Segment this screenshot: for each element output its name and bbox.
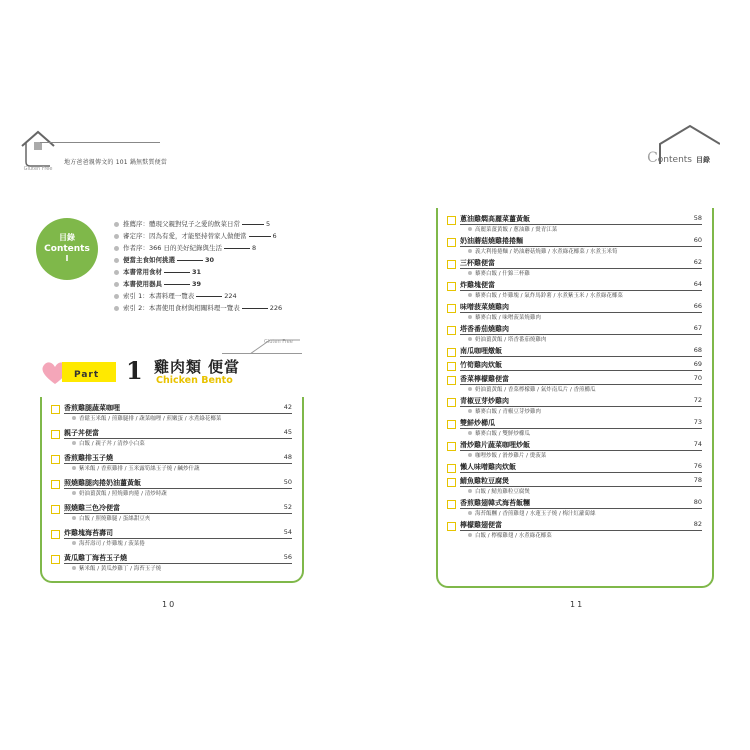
recipe-title: 奶油蘑菇燒雞捲捲麵 — [460, 237, 523, 245]
recipe-title: 滑炒雞片蔬菜咖哩炒飯 — [460, 441, 530, 449]
recipe-item[interactable] — [438, 496, 712, 518]
bullet-dot-icon — [114, 234, 119, 239]
gluten-free-label: Gluten Free — [23, 166, 53, 172]
recipe-title: 照燒雞腿肉捲奶油薑黃飯 — [64, 479, 141, 487]
recipe-item[interactable] — [42, 401, 302, 426]
intro-item-page: 226 — [269, 304, 283, 312]
intro-item-text: 作者序：366 日的美好紀錄與生活 — [123, 244, 222, 252]
recipe-title: 蔥油雞燜高麗菜薑黃飯 — [460, 215, 530, 223]
intro-item-page: 5 — [266, 220, 271, 228]
recipe-checkbox-icon[interactable] — [447, 282, 456, 291]
recipe-page: 54 — [283, 528, 292, 536]
part-label: Part — [74, 370, 100, 380]
recipe-sub-text: 白飯 / 照燒雞腿 / 蛋絲甜豆夾 — [79, 516, 151, 522]
intro-item[interactable] — [114, 290, 314, 302]
recipe-sub — [468, 269, 530, 277]
header-rule-left — [40, 142, 160, 143]
intro-item-page: 8 — [251, 244, 257, 252]
part-label-bar — [62, 362, 116, 382]
recipe-checkbox-icon[interactable] — [447, 398, 456, 407]
recipe-sub — [72, 564, 161, 572]
recipe-page: 58 — [693, 214, 702, 222]
recipe-sub-text: 海苔壽司 / 炸雞塊 / 菠菜捲 — [79, 541, 145, 547]
recipe-item[interactable] — [438, 212, 712, 234]
recipe-item[interactable] — [42, 426, 302, 451]
intro-item[interactable] — [114, 218, 314, 230]
recipe-sub — [468, 531, 552, 539]
recipe-sub-text: 藜麥白飯 / 什錦三杯雞 — [475, 271, 530, 277]
contents-heading — [647, 150, 710, 166]
toc-badge-line1: 目錄 — [59, 233, 75, 242]
bullet-dot-icon — [468, 511, 472, 515]
bullet-dot-icon — [468, 271, 472, 275]
recipe-page: 48 — [283, 453, 292, 461]
recipe-item[interactable] — [438, 474, 712, 496]
intro-item[interactable] — [114, 230, 314, 242]
bullet-dot-icon — [72, 466, 76, 470]
page-number-left: 10 — [162, 600, 177, 609]
recipe-sub — [72, 414, 221, 422]
recipe-sub-text: 藜麥白飯 / 雙鮮炒櫛瓜 — [475, 431, 530, 437]
intro-item-page: 30 — [205, 256, 215, 264]
recipe-sub-text: 海苔飯糰 / 香煎雞翅 / 水蓮玉子燒 / 梅汁紅蘿蔔絲 — [475, 511, 596, 517]
recipe-rule — [460, 356, 702, 357]
leader-line — [249, 236, 271, 237]
recipe-page: 72 — [693, 396, 702, 404]
recipe-item[interactable] — [438, 394, 712, 416]
bullet-dot-icon — [114, 282, 119, 287]
recipe-sub — [468, 429, 530, 437]
recipe-title: 雙鮮炒櫛瓜 — [460, 419, 495, 427]
recipe-item[interactable] — [42, 476, 302, 501]
recipe-page: 80 — [693, 498, 702, 506]
bullet-dot-icon — [468, 337, 472, 341]
leader-line — [224, 248, 250, 249]
intro-item-text: 審定序：因為有愛，才能堅持替家人做便當 — [123, 232, 247, 240]
bullet-dot-icon — [468, 227, 472, 231]
recipe-sub — [72, 464, 200, 472]
contents-cn: 目錄 — [696, 156, 710, 164]
recipe-title: 南瓜咖哩燉飯 — [460, 347, 502, 355]
part-number: 1 — [126, 356, 143, 385]
recipe-sub — [468, 407, 541, 415]
recipe-page: 69 — [693, 360, 702, 368]
recipe-page: 56 — [283, 553, 292, 561]
recipe-sub — [468, 385, 596, 393]
recipe-title: 香煎雞排玉子燒 — [64, 454, 113, 462]
recipe-sub — [468, 509, 596, 517]
recipe-sub-text: 白飯 / 親子丼 / 清炒小白菜 — [79, 441, 145, 447]
intro-item-text: 本書使用器具 — [123, 280, 162, 288]
recipe-title: 親子丼便當 — [64, 429, 99, 437]
recipe-checkbox-icon[interactable] — [51, 555, 60, 564]
recipe-item[interactable] — [42, 501, 302, 526]
contents-initial: C — [647, 150, 658, 166]
recipe-title: 懶人味噌雞肉炊飯 — [460, 463, 516, 471]
bullet-dot-icon — [114, 246, 119, 251]
right-recipe-list — [438, 212, 712, 540]
bullet-dot-icon — [72, 566, 76, 570]
recipe-title: 檸檬雞翅便當 — [460, 521, 502, 529]
recipe-sub-text: 白飯 / 檸檬雞翅 / 水煮綠花椰菜 — [475, 533, 552, 539]
recipe-title: 竹筍雞肉炊飯 — [460, 361, 502, 369]
recipe-title: 炸雞塊海苔壽司 — [64, 529, 113, 537]
leader-line — [242, 308, 268, 309]
recipe-checkbox-icon[interactable] — [447, 362, 456, 371]
recipe-sub-text: 白飯 / 鯖魚雞粒豆腐煲 — [475, 489, 530, 495]
bullet-dot-icon — [72, 441, 76, 445]
recipe-page: 67 — [693, 324, 702, 332]
recipe-checkbox-icon[interactable] — [447, 216, 456, 225]
leader-line — [242, 224, 264, 225]
recipe-sub — [72, 439, 145, 447]
recipe-title: 黃瓜雞丁海苔玉子燒 — [64, 554, 127, 562]
recipe-page: 70 — [693, 374, 702, 382]
recipe-sub-text: 奶油薑黃飯 / 香菜檸檬雞 / 氣炸南瓜片 / 香煎櫛瓜 — [475, 387, 596, 393]
recipe-page: 68 — [693, 346, 702, 354]
part-gluten-free: Gluten Free — [264, 339, 293, 345]
intro-item-text: 推薦序：體現父親對兒子之愛的飲菜日常 — [123, 220, 240, 228]
intro-item-text: 索引 2：本書使用食材與相關料理一覽表 — [123, 304, 240, 312]
recipe-item[interactable] — [42, 526, 302, 551]
recipe-item[interactable] — [438, 372, 712, 394]
bullet-dot-icon — [72, 516, 76, 520]
recipe-title: 青椒豆芽炒雞肉 — [460, 397, 509, 405]
bullet-dot-icon — [468, 315, 472, 319]
recipe-page: 74 — [693, 440, 702, 448]
recipe-sub — [468, 487, 530, 495]
recipe-checkbox-icon[interactable] — [447, 326, 456, 335]
left-recipe-box — [40, 397, 304, 583]
recipe-page: 62 — [693, 258, 702, 266]
bullet-dot-icon — [468, 387, 472, 391]
intro-item[interactable] — [114, 266, 314, 278]
recipe-sub — [468, 451, 546, 459]
toc-badge-line2: Contents — [44, 244, 90, 254]
bullet-dot-icon — [468, 409, 472, 413]
part-title — [154, 356, 240, 377]
intro-item-text: 本書常用食材 — [123, 268, 162, 276]
recipe-sub — [72, 489, 167, 497]
recipe-sub — [468, 247, 618, 255]
bullet-dot-icon — [72, 416, 76, 420]
recipe-checkbox-icon[interactable] — [51, 405, 60, 414]
bullet-dot-icon — [468, 453, 472, 457]
recipe-page: 64 — [693, 280, 702, 288]
recipe-title: 香煎雞腿蔬菜咖哩 — [64, 404, 120, 412]
recipe-item[interactable] — [438, 416, 712, 438]
recipe-sub — [468, 335, 546, 343]
recipe-rule — [460, 472, 702, 473]
intro-item[interactable] — [114, 242, 314, 254]
recipe-sub-text: 藜麥白飯 / 炸雞塊 / 氣炸馬鈴薯 / 水煮紫玉米 / 水煮綠花椰菜 — [475, 293, 623, 299]
recipe-title: 味噌菠菜燒雞肉 — [460, 303, 509, 311]
recipe-sub-text: 藜麥白飯 / 味噌菠菜燒雞肉 — [475, 315, 541, 321]
right-recipe-box — [436, 208, 714, 588]
leader-line — [196, 296, 222, 297]
intro-item[interactable] — [114, 278, 314, 290]
recipe-sub-text: 奶油薑黃飯 / 照燒雞肉捲 / 清炒時蔬 — [79, 491, 167, 497]
recipe-page: 45 — [283, 428, 292, 436]
bullet-dot-icon — [114, 270, 119, 275]
recipe-item[interactable] — [42, 451, 302, 476]
recipe-title: 炸雞塊便當 — [460, 281, 495, 289]
recipe-sub-text: 咖哩炒飯 / 滑炒雞片 / 燙菠菜 — [475, 453, 547, 459]
bullet-dot-icon — [114, 294, 119, 299]
recipe-sub — [468, 225, 557, 233]
recipe-item[interactable] — [438, 438, 712, 460]
recipe-sub-text: 香鬆玉米飯 / 煎雞腿排 / 蔬菜咖哩 / 煎嫩蛋 / 水煮綠花椰菜 — [79, 416, 222, 422]
intro-item[interactable] — [114, 302, 314, 314]
toc-badge-line3: I — [65, 254, 69, 263]
recipe-rule — [460, 370, 702, 371]
part-title-en: Chicken Bento — [156, 375, 233, 386]
recipe-sub — [72, 539, 145, 547]
contents-rest: ontents — [657, 155, 692, 165]
recipe-title: 香煎雞翅韓式海苔飯糰 — [460, 499, 530, 507]
leader-line — [164, 272, 190, 273]
recipe-title: 鯖魚雞粒豆腐煲 — [460, 477, 509, 485]
bullet-dot-icon — [468, 249, 472, 253]
bullet-dot-icon — [468, 293, 472, 297]
recipe-item[interactable] — [438, 322, 712, 344]
recipe-checkbox-icon[interactable] — [51, 480, 60, 489]
toc-badge — [36, 218, 98, 280]
intro-list — [114, 218, 314, 314]
recipe-sub-text: 藜麥白飯 / 青椒豆芽炒雞肉 — [475, 409, 541, 415]
recipe-item[interactable] — [438, 358, 712, 372]
recipe-page: 52 — [283, 503, 292, 511]
recipe-sub — [468, 291, 623, 299]
recipe-checkbox-icon[interactable] — [51, 505, 60, 514]
part-title-b: 便當 — [208, 358, 241, 376]
intro-item-page: 224 — [224, 292, 237, 300]
recipe-sub-text: 高麗菜薑黃飯 / 蔥油雞 / 燙青江菜 — [475, 227, 558, 233]
recipe-page: 82 — [693, 520, 702, 528]
bullet-dot-icon — [114, 306, 119, 311]
recipe-page: 42 — [283, 403, 292, 411]
leader-line — [177, 260, 203, 261]
recipe-item[interactable] — [438, 344, 712, 358]
recipe-sub-text: 紫米飯 / 香煎雞排 / 玉米露筍絲玉子燒 / 鹹炒什蔬 — [79, 466, 200, 472]
recipe-checkbox-icon[interactable] — [447, 420, 456, 429]
left-header-title: 地方爸爸親傳文的 101 鍋無麩質便當 — [64, 159, 168, 166]
recipe-page: 66 — [693, 302, 702, 310]
intro-item-page: 31 — [192, 268, 202, 276]
recipe-checkbox-icon[interactable] — [447, 238, 456, 247]
bullet-dot-icon — [114, 258, 119, 263]
recipe-page: 76 — [693, 462, 702, 470]
bullet-dot-icon — [468, 489, 472, 493]
recipe-sub-text: 義大利捲捲麵 / 奶油蘑菇燒雞 / 水煮綠花椰菜 / 水煮玉米筍 — [475, 249, 618, 255]
intro-item[interactable] — [114, 254, 314, 266]
recipe-checkbox-icon[interactable] — [447, 260, 456, 269]
recipe-checkbox-icon[interactable] — [447, 464, 456, 473]
recipe-checkbox-icon[interactable] — [447, 304, 456, 313]
recipe-page: 50 — [283, 478, 292, 486]
gluten-free-house-icon — [18, 128, 58, 168]
recipe-sub — [72, 514, 150, 522]
recipe-sub-text: 紫米飯 / 黃瓜炒雞丁 / 海苔玉子燒 — [79, 566, 162, 572]
leader-line — [164, 284, 190, 285]
recipe-checkbox-icon[interactable] — [447, 442, 456, 451]
bullet-dot-icon — [468, 431, 472, 435]
recipe-page: 60 — [693, 236, 702, 244]
recipe-item[interactable] — [42, 551, 302, 576]
recipe-checkbox-icon[interactable] — [447, 500, 456, 509]
intro-item-page: 39 — [192, 280, 202, 288]
bullet-dot-icon — [72, 491, 76, 495]
recipe-item[interactable] — [438, 256, 712, 278]
recipe-page: 78 — [693, 476, 702, 484]
recipe-item[interactable] — [438, 234, 712, 256]
recipe-checkbox-icon[interactable] — [447, 348, 456, 357]
recipe-title: 照燒雞三色冷便當 — [64, 504, 120, 512]
left-recipe-list — [42, 401, 302, 576]
recipe-checkbox-icon[interactable] — [51, 530, 60, 539]
intro-item-page: 6 — [272, 232, 277, 240]
recipe-item[interactable] — [438, 460, 712, 474]
recipe-checkbox-icon[interactable] — [447, 522, 456, 531]
recipe-title: 三杯雞便當 — [460, 259, 495, 267]
recipe-sub-text: 奶油薑黃飯 / 塔香番茄燒雞肉 — [475, 337, 547, 343]
intro-item-text: 索引 1：本書料理一覽表 — [123, 292, 195, 300]
recipe-item[interactable] — [438, 300, 712, 322]
bullet-dot-icon — [114, 222, 119, 227]
recipe-title: 香菜檸檬雞便當 — [460, 375, 509, 383]
recipe-title: 塔香番茄燒雞肉 — [460, 325, 509, 333]
page-number-right: 11 — [570, 600, 585, 609]
recipe-checkbox-icon[interactable] — [447, 376, 456, 385]
recipe-sub — [468, 313, 541, 321]
recipe-checkbox-icon[interactable] — [51, 455, 60, 464]
recipe-item[interactable] — [438, 278, 712, 300]
recipe-checkbox-icon[interactable] — [447, 478, 456, 487]
recipe-item[interactable] — [438, 518, 712, 540]
recipe-checkbox-icon[interactable] — [51, 430, 60, 439]
recipe-page: 73 — [693, 418, 702, 426]
intro-item-text: 便當主食如何挑選 — [123, 256, 175, 264]
part-title-a: 雞肉類 — [154, 358, 203, 376]
bullet-dot-icon — [468, 533, 472, 537]
bullet-dot-icon — [72, 541, 76, 545]
